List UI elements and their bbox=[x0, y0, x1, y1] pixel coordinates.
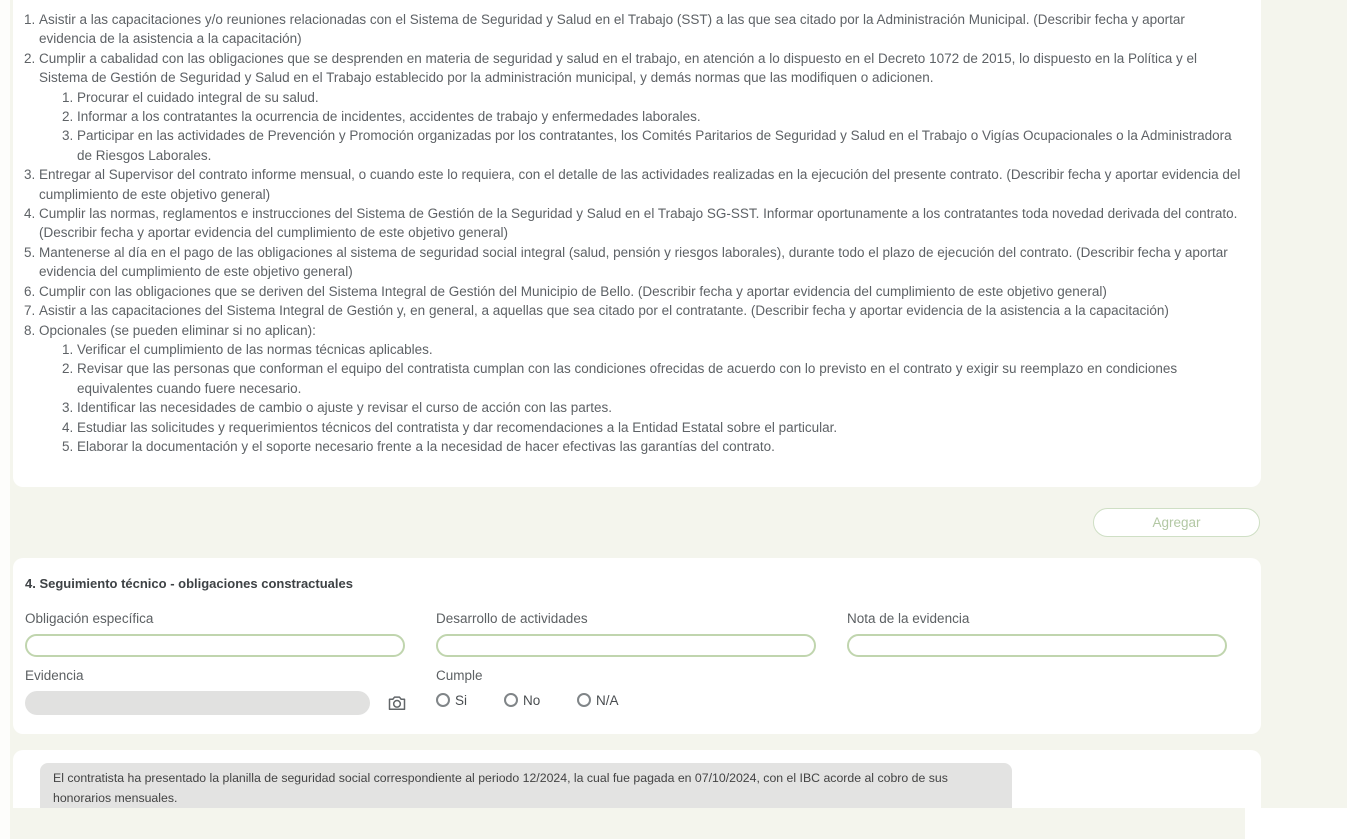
radio-option-na[interactable] bbox=[577, 692, 619, 708]
nota-evidencia-input[interactable] bbox=[847, 634, 1227, 657]
tracking-card bbox=[13, 558, 1261, 734]
obligation-subitem: 4. Estudiar las solicitudes y requerimientos técnicos del contratista y dar recomendaciones a la Entidad Estatal sobre el particular. bbox=[77, 418, 1245, 437]
evidencia-label: Evidencia bbox=[25, 668, 84, 683]
obligation-item bbox=[39, 243, 1245, 282]
bottom-right-blank bbox=[1245, 808, 1347, 839]
section-title: 4. Seguimiento técnico - obligaciones constractuales bbox=[25, 576, 353, 591]
obligation-text: Asistir a las capacitaciones y/o reuniones relacionadas con el Sistema de Seguridad y Salud en el Trabajo (SST) a las que sea citado por la Administración Municipal. (Describir fecha y aportar evidencia de la asistencia a la capacitación) bbox=[39, 12, 1185, 47]
obligation-item bbox=[39, 282, 1245, 301]
obligation-text: Asistir a las capacitaciones del Sistema Integral de Gestión y, en general, a aquellas que sea citado por el contratante. (Describir fecha y aportar evidencia de la asistencia a la capacitación) bbox=[39, 303, 1169, 319]
agregar-button[interactable]: Agregar bbox=[1093, 508, 1260, 537]
obligation-text: Cumplir las normas, reglamentos e instrucciones del Sistema de Gestión de la Seguridad y Salud en el Trabajo SG-SST. Informar oportunamente a los contratantes toda novedad derivada del contrato. (Describir fecha y aportar evidencia del cumplimiento de este objetivo general) bbox=[39, 206, 1238, 241]
obligation-subitem: 2. Informar a los contratantes la ocurrencia de incidentes, accidentes de trabajo y enfermedades laborales. bbox=[77, 107, 1245, 126]
obligation-item bbox=[39, 10, 1245, 49]
radio-option-si[interactable] bbox=[436, 692, 467, 708]
social-security-note bbox=[40, 763, 1012, 808]
obligation-text: Entregar al Supervisor del contrato informe mensual, o cuando este lo requiera, con el detalle de las actividades realizadas en la ejecución del presente contrato. (Describir fecha y aportar evidencia del cumplimiento de este objetivo general) bbox=[39, 167, 1241, 202]
obligation-item bbox=[39, 204, 1245, 243]
obligation-item bbox=[39, 165, 1245, 204]
obligation-sublist bbox=[39, 88, 1245, 166]
evidence-photo-button[interactable] bbox=[387, 693, 407, 713]
obligations-list bbox=[13, 10, 1245, 456]
radio-na-label: N/A bbox=[596, 692, 619, 708]
left-edge-strip bbox=[0, 0, 10, 839]
obligation-subitem: 1. Procurar el cuidado integral de su salud. bbox=[77, 88, 1245, 107]
obligation-subitem: 3. Identificar las necesidades de cambio o ajuste y revisar el curso de acción con las partes. bbox=[77, 398, 1245, 417]
obligation-item bbox=[39, 301, 1245, 320]
radio-si-icon[interactable] bbox=[436, 693, 450, 707]
obligation-subitem: 2. Revisar que las personas que conforman el equipo del contratista cumplan con las condiciones ofrecidas de acuerdo con lo previsto en el contrato y exigir su reemplazo en condiciones equivalentes cuando fuere necesario. bbox=[77, 359, 1245, 398]
cumple-label: Cumple bbox=[436, 668, 483, 683]
obligation-text: Opcionales (se pueden eliminar si no aplican): bbox=[39, 322, 316, 338]
obligation-item bbox=[39, 321, 1245, 457]
obligation-text: Cumplir a cabalidad con las obligaciones que se desprenden en materia de seguridad y salud en el trabajo, en atención a lo dispuesto en el Decreto 1072 de 2015, lo dispuesto en la Política y el Sistema de Gestión de Seguridad y Salud en el Trabajo establecido por la administración municipal, y demás normas que las modifiquen o adicionen. bbox=[39, 50, 1198, 86]
nota-evidencia-label: Nota de la evidencia bbox=[847, 611, 970, 626]
obligacion-especifica-label: Obligación específica bbox=[25, 611, 154, 626]
desarrollo-actividades-label: Desarrollo de actividades bbox=[436, 611, 588, 626]
obligation-text: Cumplir con las obligaciones que se deriven del Sistema Integral de Gestión del Municipio de Bello. (Describir fecha y aportar evidencia del cumplimiento de este objetivo general) bbox=[39, 283, 1107, 299]
social-security-note-text: El contratista ha presentado la planilla de seguridad social correspondiente al periodo 12/2024, la cual fue pagada en 07/10/2024, con el IBC acorde al cobro de sus honorarios mensuales. bbox=[53, 771, 948, 805]
evidencia-input[interactable] bbox=[25, 691, 370, 715]
radio-na-icon[interactable] bbox=[577, 693, 591, 707]
obligation-subitem: 1. Verificar el cumplimiento de las normas técnicas aplicables. bbox=[77, 340, 1245, 359]
obligacion-especifica-input[interactable] bbox=[25, 634, 405, 657]
radio-si-label: Si bbox=[455, 692, 468, 708]
camera-icon bbox=[387, 693, 407, 713]
obligations-card bbox=[13, 0, 1261, 487]
obligation-sublist bbox=[39, 340, 1245, 456]
obligation-text: Mantenerse al día en el pago de las obligaciones al sistema de seguridad social integral (salud, pensión y riesgos laborales), durante todo el plazo de ejecución del contrato. (Describir fecha y aportar evidencia del cumplimiento de este objetivo general) bbox=[39, 244, 1228, 280]
desarrollo-actividades-input[interactable] bbox=[436, 634, 816, 657]
obligation-subitem: 3. Participar en las actividades de Prevención y Promoción organizadas por los contratantes, los Comités Paritarios de Seguridad y Salud en el Trabajo o Vigías Ocupacionales o la Administradora de Riesgos Laborales. bbox=[77, 126, 1245, 165]
obligation-subitem: 5. Elaborar la documentación y el soporte necesario frente a la necesidad de hacer efectivas las garantías del contrato. bbox=[77, 437, 1245, 456]
obligation-item bbox=[39, 49, 1245, 165]
note-card bbox=[13, 750, 1261, 808]
radio-no-icon[interactable] bbox=[504, 693, 518, 707]
radio-no-label: No bbox=[523, 692, 541, 708]
radio-option-no[interactable] bbox=[504, 692, 540, 708]
